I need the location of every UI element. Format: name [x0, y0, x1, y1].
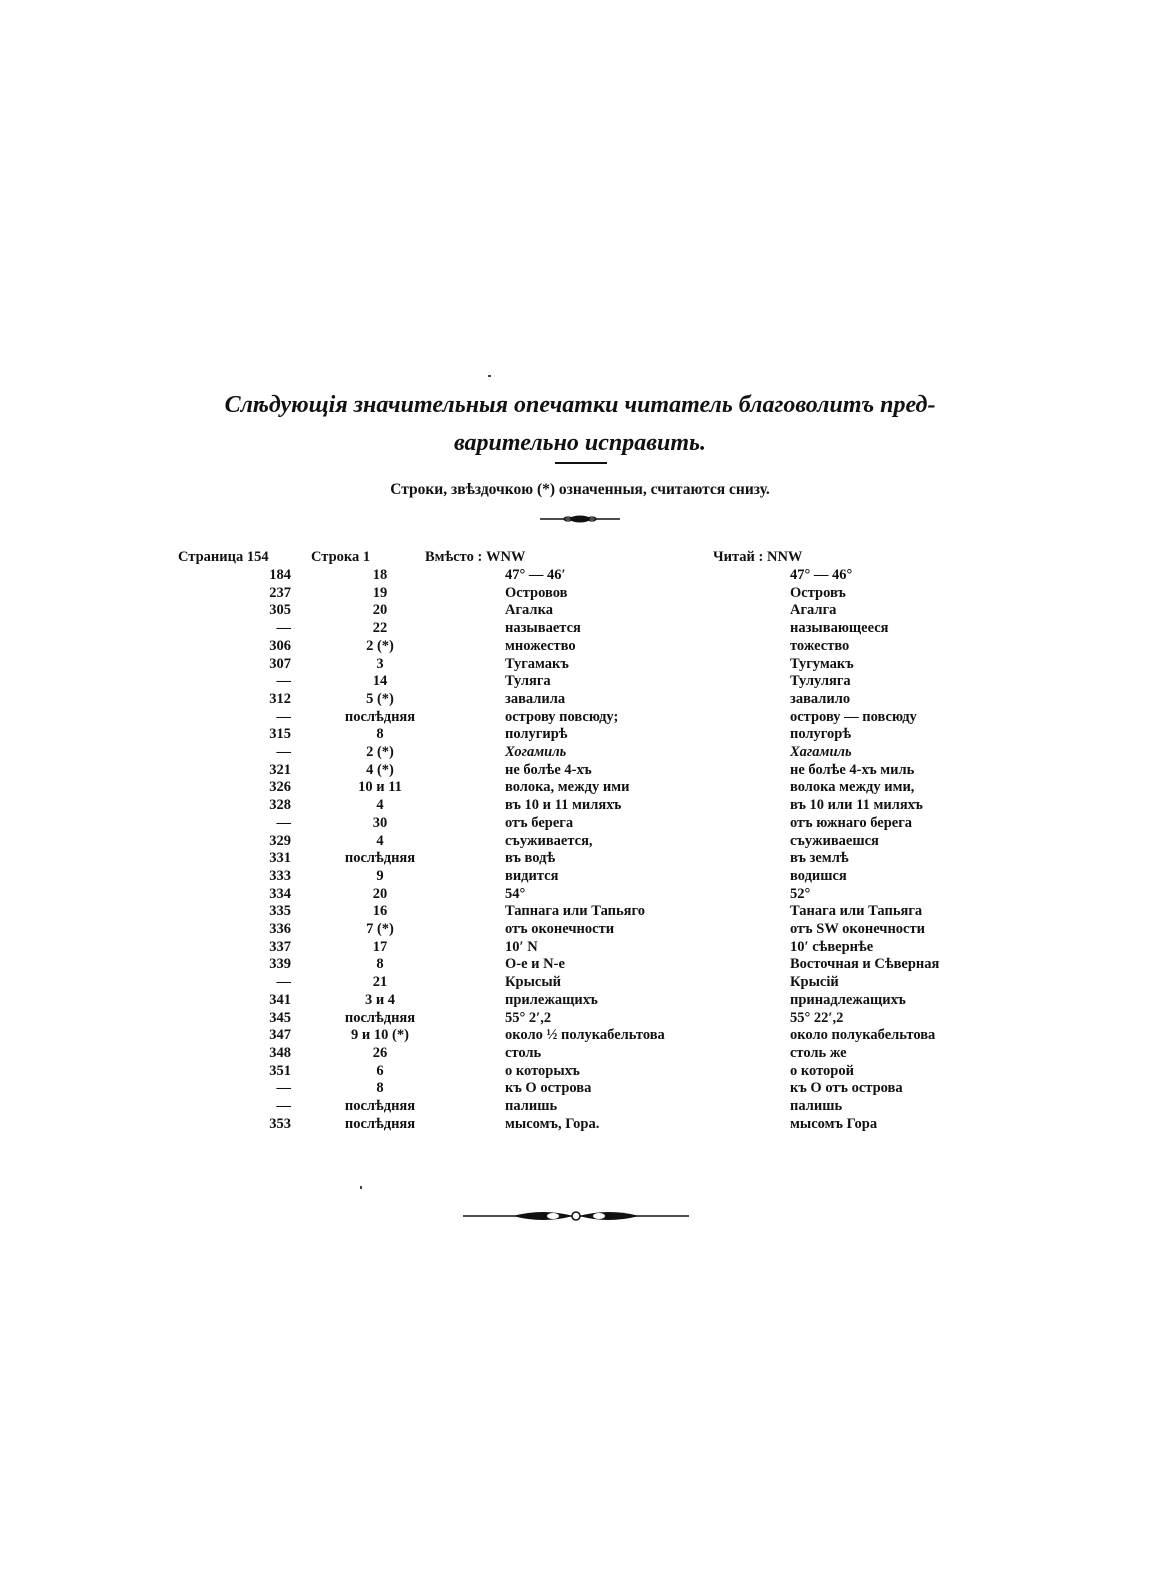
errata-row [0, 938, 1163, 956]
page-number-cell: — [276, 974, 291, 991]
line-number-cell: 8 [376, 726, 384, 743]
line-number-cell: 8 [376, 1080, 384, 1097]
instead-text-cell: Крысый [505, 974, 562, 991]
errata-row [0, 601, 1163, 619]
errata-row [0, 690, 1163, 708]
page-number-cell: 347 [269, 1027, 291, 1044]
read-text-cell: волока между ими, [790, 779, 915, 796]
errata-header-row [0, 548, 1163, 566]
read-text-cell: Восточная и Сѣверная [790, 956, 940, 973]
page-number-cell: — [276, 744, 291, 760]
line-number-cell: 6 [376, 1062, 384, 1079]
read-text-cell: мысомъ Гора [790, 1115, 878, 1132]
instead-text-cell: 54° [505, 885, 526, 902]
instead-text-cell: отъ оконечности [505, 921, 615, 937]
instead-text-cell: 10′ N [505, 938, 538, 955]
instead-column-header: Вмѣсто : WNW [425, 549, 526, 565]
read-column-header: Читай : NNW [713, 549, 803, 565]
instead-text-cell: волока, между ими [505, 779, 630, 796]
read-text-cell: съуживаешся [790, 832, 879, 849]
read-text-cell: въ 10 или 11 миляхъ [790, 797, 923, 814]
line-number-cell: 20 [372, 602, 388, 619]
errata-row [0, 761, 1163, 779]
read-text-cell: полугорѣ [790, 726, 852, 743]
line-number-cell: 3 [376, 655, 384, 672]
read-text-cell: около полукабельтова [790, 1027, 936, 1044]
errata-row [0, 832, 1163, 850]
errata-row [0, 743, 1163, 761]
page-number-cell: 353 [269, 1115, 291, 1132]
errata-row [0, 867, 1163, 885]
read-text-cell: называющееся [790, 620, 889, 637]
line-number-cell: 4 [376, 832, 384, 849]
small-ornament-divider [540, 512, 620, 526]
line-number-cell: 26 [372, 1044, 388, 1061]
read-text-cell: 52° [790, 885, 811, 902]
instead-text-cell: мысомъ, Гора. [505, 1115, 600, 1132]
page-number-cell: — [276, 814, 291, 831]
errata-row [0, 973, 1163, 991]
errata-row [0, 796, 1163, 814]
instead-text-cell: Тугамакъ [505, 655, 569, 672]
errata-row [0, 920, 1163, 938]
instead-text-cell: O-е и N-е [505, 956, 565, 973]
page-number-cell: — [276, 620, 291, 637]
stray-mark [488, 375, 491, 377]
page-number-cell: 331 [269, 850, 291, 867]
instead-text-cell: 55° 2′,2 [505, 1009, 552, 1026]
line-number-cell: 22 [372, 620, 388, 637]
read-text-cell: отъ SW оконечности [790, 921, 925, 937]
instead-text-cell: Островов [505, 584, 568, 601]
errata-row [0, 708, 1163, 726]
instead-text-cell: множество [505, 637, 576, 654]
errata-row [0, 619, 1163, 637]
line-number-cell: 19 [372, 584, 388, 601]
page-number-cell: 345 [269, 1009, 291, 1026]
line-number-cell: 4 [376, 797, 384, 814]
instead-text-cell: не болѣе 4-хъ [505, 761, 592, 778]
page-number-cell: 334 [269, 885, 291, 902]
title-rule [555, 462, 607, 464]
instead-text-cell: въ водѣ [505, 850, 556, 867]
errata-row [0, 1079, 1163, 1097]
page-number-cell: 306 [269, 637, 291, 654]
line-number-cell: 7 (*) [366, 921, 394, 937]
read-text-cell: о которой [790, 1062, 854, 1079]
instead-text-cell: около ½ полукабельтова [505, 1027, 665, 1044]
page-number-cell: 351 [269, 1062, 291, 1079]
page-number-cell: 333 [269, 867, 291, 884]
read-text-cell: завалило [790, 690, 851, 707]
errata-title-line-1: Слѣдующія значительныя опечатки читатель благоволитъ пред- [224, 392, 936, 418]
line-number-cell: послѣдняя [344, 708, 416, 725]
read-text-cell: Островъ [790, 584, 846, 601]
read-text-cell: принадлежащихъ [790, 991, 906, 1008]
page-number-cell: 237 [269, 584, 291, 601]
errata-row [0, 991, 1163, 1009]
read-text-cell: острову — повсюду [790, 708, 917, 725]
line-number-cell: 30 [372, 814, 388, 831]
instead-text-cell: видится [505, 867, 559, 884]
page-number-cell: 348 [269, 1044, 291, 1061]
page-number-cell: 321 [269, 761, 291, 778]
page-number-cell: 329 [269, 832, 291, 849]
errata-row [0, 814, 1163, 832]
line-number-cell: 4 (*) [366, 761, 394, 778]
read-text-cell: палишь [790, 1098, 843, 1114]
errata-row [0, 637, 1163, 655]
instead-text-cell: прилежащихъ [505, 991, 598, 1008]
page-number-cell: — [276, 1080, 291, 1097]
stray-mark [360, 1186, 362, 1189]
instead-text-cell: столь [505, 1044, 542, 1061]
errata-row [0, 1097, 1163, 1115]
instead-text-cell: съуживается, [505, 832, 593, 849]
page-number-cell: 305 [269, 602, 291, 619]
instead-text-cell: въ 10 и 11 миляхъ [505, 797, 622, 814]
line-number-cell: 14 [372, 673, 388, 690]
read-text-cell: Крысій [790, 974, 839, 991]
errata-row [0, 778, 1163, 796]
errata-row [0, 655, 1163, 673]
errata-row [0, 955, 1163, 973]
line-number-cell: 17 [372, 938, 388, 955]
line-number-cell: 18 [372, 567, 388, 583]
errata-title [150, 386, 1010, 462]
page-number-cell: — [276, 708, 291, 725]
line-number-cell: 9 и 10 (*) [351, 1027, 409, 1044]
instead-text-cell: палишь [505, 1098, 558, 1114]
instead-text-cell: полугирѣ [505, 726, 568, 743]
errata-row [0, 1009, 1163, 1027]
instead-text-cell: называется [505, 620, 581, 637]
page-column-header: Страница 154 [178, 549, 269, 565]
line-column-header: Строка 1 [311, 549, 371, 565]
read-text-cell: Тулуляга [790, 673, 851, 690]
instead-text-cell: 47° — 46′ [505, 567, 566, 583]
read-text-cell: Хагамиль [790, 744, 852, 760]
line-number-cell: 2 (*) [366, 744, 394, 760]
read-text-cell: 47° — 46° [790, 567, 853, 583]
instead-text-cell: острову повсюду; [505, 708, 619, 725]
line-number-cell: послѣдняя [344, 1098, 416, 1114]
page-number-cell: 326 [269, 779, 291, 796]
line-number-cell: послѣдняя [344, 1009, 416, 1026]
page-number-cell: 328 [269, 797, 291, 814]
line-number-cell: 20 [372, 885, 388, 902]
errata-row [0, 885, 1163, 903]
read-text-cell: не болѣе 4-хъ миль [790, 761, 915, 778]
page-number-cell: 312 [269, 690, 291, 707]
instead-text-cell: Тапнага или Тапьяго [505, 903, 645, 920]
line-number-cell: 9 [376, 867, 384, 884]
page-number-cell: — [276, 673, 291, 690]
page-number-cell: — [276, 1098, 291, 1114]
errata-row [0, 902, 1163, 920]
line-number-cell: 21 [372, 974, 388, 991]
errata-row [0, 1115, 1163, 1133]
read-text-cell: Тугумакъ [790, 655, 854, 672]
line-number-cell: 2 (*) [366, 637, 394, 654]
read-text-cell: къ О отъ острова [790, 1080, 903, 1097]
page-number-cell: 307 [269, 655, 291, 672]
read-text-cell: 10′ сѣвернѣе [790, 938, 874, 955]
errata-title-line-2: варительно исправить. [454, 430, 706, 456]
line-number-cell: 3 и 4 [364, 991, 396, 1008]
instead-text-cell: Агалка [505, 602, 553, 619]
tailpiece-ornament [463, 1204, 689, 1228]
instead-text-cell: завалила [505, 690, 566, 707]
page-number-cell: 339 [269, 956, 291, 973]
line-number-cell: послѣдняя [344, 1115, 416, 1132]
line-number-cell: 16 [372, 903, 388, 920]
instead-text-cell: Хогамиль [505, 744, 567, 760]
page-number-cell: 335 [269, 903, 291, 920]
read-text-cell: тожество [790, 637, 850, 654]
page-number-cell: 184 [269, 567, 291, 583]
instead-text-cell: Туляга [505, 673, 551, 690]
read-text-cell: Танага или Тапьяга [790, 903, 923, 920]
read-text-cell: водишся [790, 867, 847, 884]
page-number-cell: 337 [269, 938, 291, 955]
errata-row [0, 672, 1163, 690]
line-number-cell: 10 и 11 [358, 779, 402, 796]
errata-row [0, 584, 1163, 602]
instead-text-cell: къ О острова [505, 1080, 592, 1097]
read-text-cell: 55° 22′,2 [790, 1009, 844, 1026]
errata-row [0, 566, 1163, 584]
errata-row [0, 849, 1163, 867]
errata-row [0, 1044, 1163, 1062]
errata-subtitle: Строки, звѣздочкою (*) означенныя, считаются снизу. [390, 481, 770, 498]
read-text-cell: въ землѣ [790, 850, 849, 867]
errata-row [0, 1026, 1163, 1044]
line-number-cell: 8 [376, 956, 384, 973]
line-number-cell: послѣдняя [344, 850, 416, 867]
errata-row [0, 1062, 1163, 1080]
instead-text-cell: отъ берега [505, 814, 574, 831]
page-number-cell: 336 [269, 921, 291, 937]
page-number-cell: 315 [269, 726, 291, 743]
read-text-cell: столь же [790, 1044, 847, 1061]
read-text-cell: Агалга [790, 602, 837, 619]
page-number-cell: 341 [269, 991, 291, 1008]
line-number-cell: 5 (*) [366, 690, 394, 707]
read-text-cell: отъ южнаго берега [790, 814, 913, 831]
instead-text-cell: о которыхъ [505, 1062, 580, 1079]
errata-row [0, 725, 1163, 743]
